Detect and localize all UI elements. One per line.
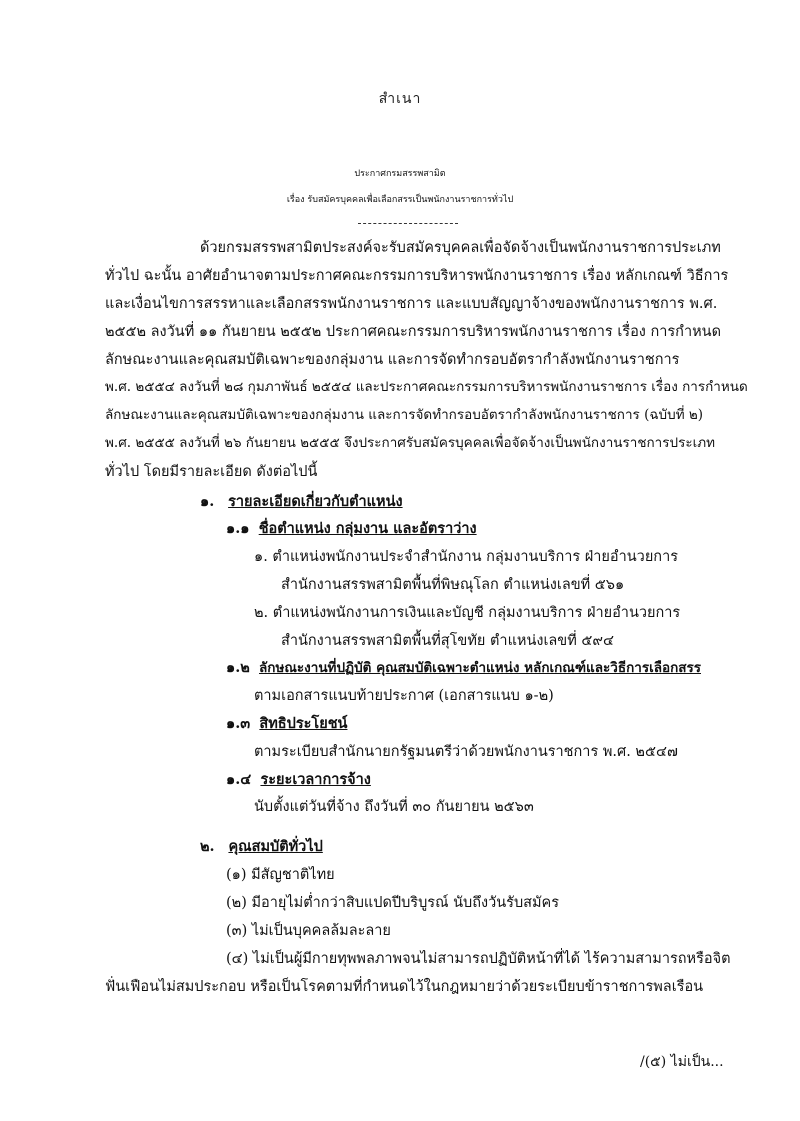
section-1-title: รายละเอียดเกี่ยวกับตำแหน่ง — [228, 493, 403, 510]
announcement-subject: เรื่อง รับสมัครบุคคลเพื่อเลือกสรรเป็นพนักงานราชการทั่วไป — [286, 195, 514, 205]
section-1-heading — [200, 495, 403, 510]
intro-line-5: ลักษณะงานและคุณสมบัติเฉพาะของกลุ่มงาน และการจัดทำกรอบอัตรากำลังพนักงานราชการ — [105, 352, 680, 368]
intro-line-4: ๒๕๕๒ ลงวันที่ ๑๑ กันยายน ๒๕๕๒ ประกาศคณะกรรมการบริหารพนักงานราชการ เรื่อง การกำหนด — [105, 324, 721, 340]
section-1-number: ๑. — [200, 493, 215, 510]
intro-line-1: ด้วยกรมสรรพสามิตประสงค์จะรับสมัครบุคคลเพื่อจัดจ้างเป็นพนักงานราชการประเภท — [200, 240, 721, 256]
copy-stamp: สำเนา — [378, 91, 422, 107]
section-1-1-title: ชื่อตำแหน่ง กลุ่มงาน และอัตราว่าง — [258, 520, 477, 537]
section-1-4-heading — [226, 773, 371, 788]
section-1-2-title: ลักษณะงานที่ปฏิบัติ คุณสมบัติเฉพาะตำแหน่ง หลักเกณฑ์และวิธีการเลือกสรร — [259, 660, 701, 676]
section-1-3-number: ๑.๓ — [226, 715, 251, 732]
section-2-heading — [200, 840, 323, 855]
intro-line-8: พ.ศ. ๒๕๕๕ ลงวันที่ ๒๖ กันยายน ๒๕๕๕ จึงประกาศรับสมัครบุคคลเพื่อจัดจ้างเป็นพนักงานราชการประเภท — [105, 435, 715, 451]
section-2-title: คุณสมบัติทั่วไป — [228, 838, 323, 855]
position-item-1-line-2: สำนักงานสรรพสามิตพื้นที่พิษณุโลก ตำแหน่งเลขที่ ๕๖๑ — [281, 577, 625, 593]
qualification-item-4: (๔) ไม่เป็นผู้มีกายทุพพลภาพจนไม่สามารถปฏิบัติหน้าที่ได้ ไร้ความสามารถหรือจิต — [226, 951, 731, 967]
qualification-item-4-continued: ฟั่นเฟือนไม่สมประกอบ หรือเป็นโรคตามที่กำหนดไว้ในกฎหมายว่าด้วยระเบียบข้าราชการพลเรือน — [105, 979, 704, 995]
section-1-3-heading — [226, 717, 347, 732]
qualification-item-2: (๒) มีอายุไม่ต่ำกว่าสิบแปดปีบริบูรณ์ นับถึงวันรับสมัคร — [226, 895, 560, 911]
position-item-2-line-1: ๒. ตำแหน่งพนักงานการเงินและบัญชี กลุ่มงานบริการ ฝ่ายอำนวยการ — [254, 605, 681, 621]
header-divider — [358, 223, 458, 224]
section-1-3-title: สิทธิประโยชน์ — [259, 715, 348, 732]
section-1-2-heading — [226, 661, 701, 676]
section-1-1-number: ๑.๑ — [226, 520, 250, 537]
intro-line-7: ลักษณะงานและคุณสมบัติเฉพาะของกลุ่มงาน และการจัดทำกรอบอัตรากำลังพนักงานราชการ (ฉบับที่ ๒) — [105, 407, 704, 423]
continuation-marker: /(๕) ไม่เป็น... — [640, 1054, 724, 1070]
section-2-number: ๒. — [200, 838, 215, 855]
position-item-2-line-2: สำนักงานสรรพสามิตพื้นที่สุโขทัย ตำแหน่งเลขที่ ๕๙๔ — [281, 633, 614, 649]
intro-line-2: ทั่วไป ฉะนั้น อาศัยอำนาจตามประกาศคณะกรรมการบริหารพนักงานราชการ เรื่อง หลักเกณฑ์ วิธีการ — [105, 268, 729, 284]
announcement-title: ประกาศกรมสรรพสามิต — [354, 169, 446, 179]
intro-line-6: พ.ศ. ๒๕๕๔ ลงวันที่ ๒๘ กุมภาพันธ์ ๒๕๕๔ และประกาศคณะกรรมการบริหารพนักงานราชการ เรื่อง การกำหนด — [105, 379, 748, 395]
qualification-item-3: (๓) ไม่เป็นบุคคลล้มละลาย — [226, 923, 391, 939]
section-1-1-heading — [226, 522, 477, 537]
section-1-4-body: นับตั้งแต่วันที่จ้าง ถึงวันที่ ๓๐ กันยายน ๒๕๖๓ — [254, 799, 534, 815]
section-1-4-number: ๑.๔ — [226, 771, 252, 788]
section-1-3-body: ตามระเบียบสำนักนายกรัฐมนตรีว่าด้วยพนักงานราชการ พ.ศ. ๒๕๔๗ — [254, 744, 678, 760]
section-1-4-title: ระยะเวลาการจ้าง — [260, 771, 371, 788]
intro-line-3: และเงื่อนไขการสรรหาและเลือกสรรพนักงานราชการ และแบบสัญญาจ้างของพนักงานราชการ พ.ศ. — [105, 296, 718, 312]
intro-line-9: ทั่วไป โดยมีรายละเอียด ดังต่อไปนี้ — [105, 464, 318, 480]
qualification-item-1: (๑) มีสัญชาติไทย — [226, 867, 335, 883]
position-item-1-line-1: ๑. ตำแหน่งพนักงานประจำสำนักงาน กลุ่มงานบริการ ฝ่ายอำนวยการ — [254, 549, 679, 565]
section-1-2-number: ๑.๒ — [226, 659, 250, 676]
section-1-2-body: ตามเอกสารแนบท้ายประกาศ (เอกสารแนบ ๑-๒) — [254, 688, 554, 704]
